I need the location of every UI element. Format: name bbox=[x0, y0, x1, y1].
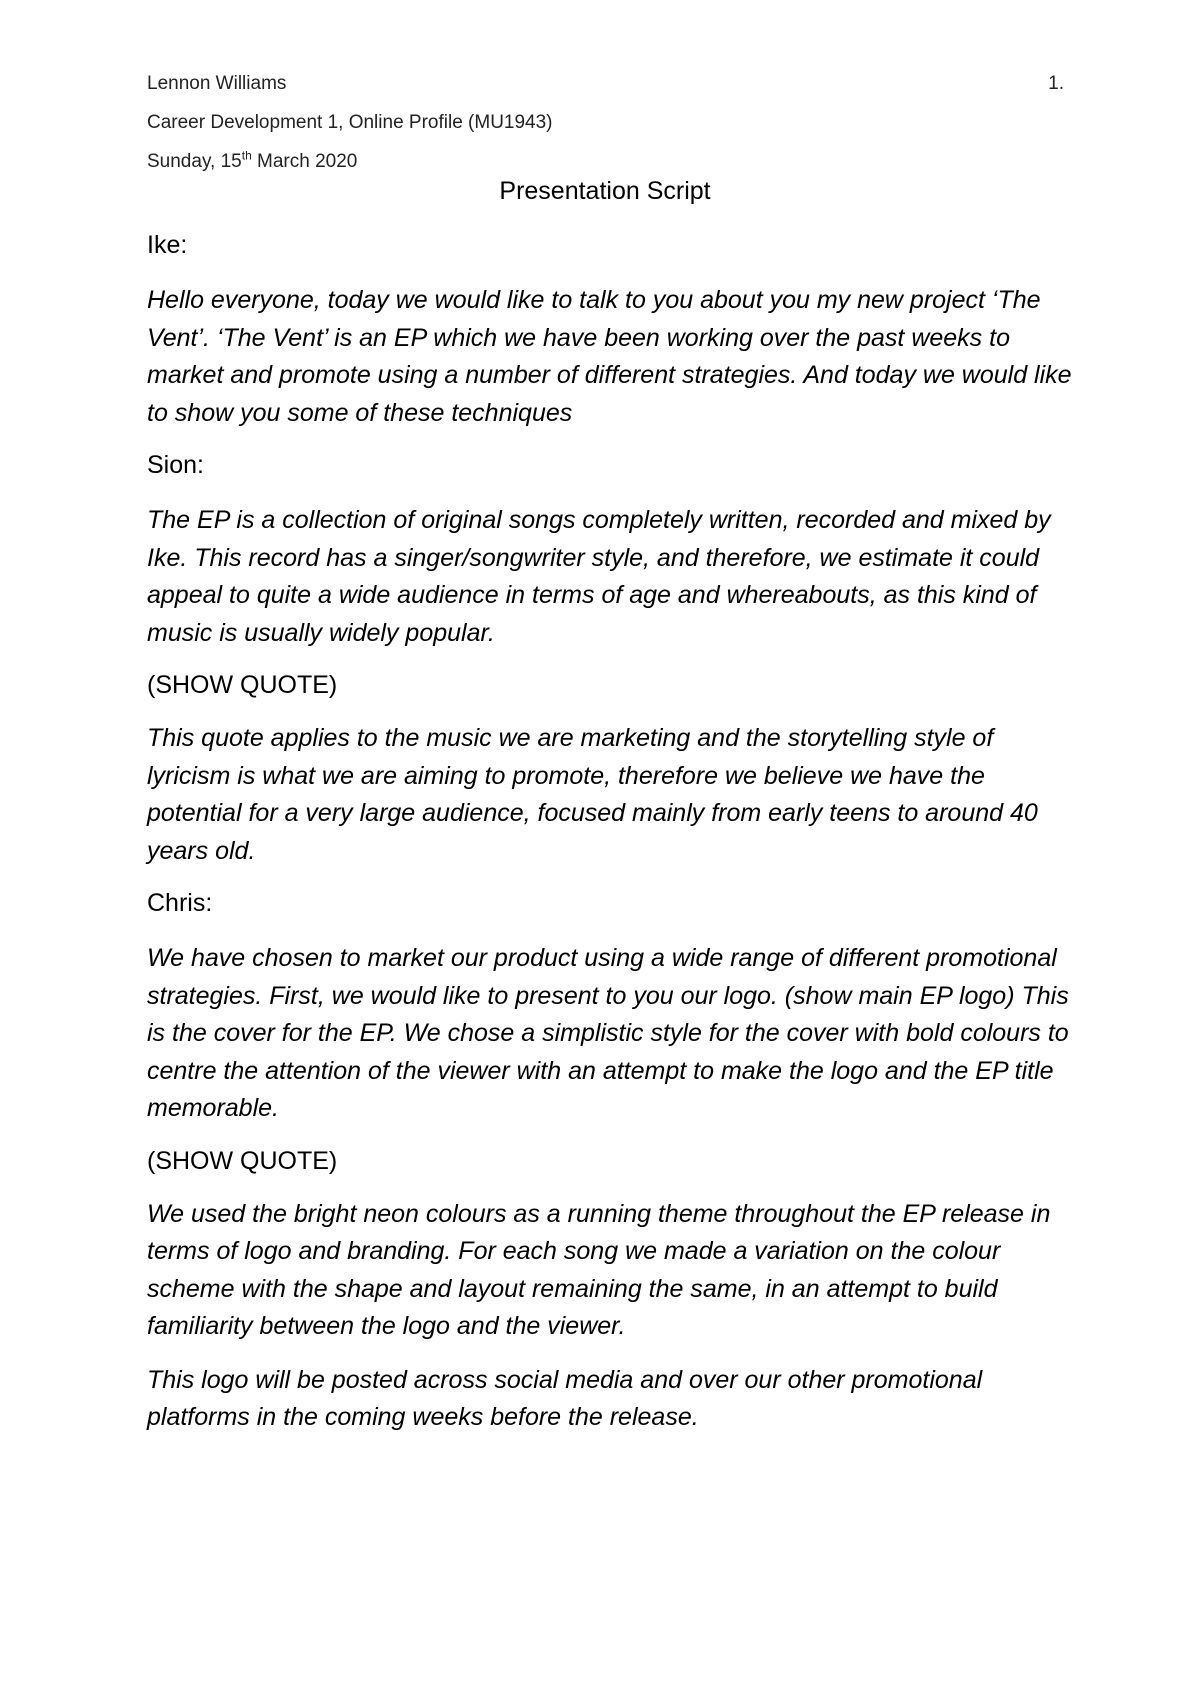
script-paragraph: We have chosen to market our product using a wide range of different promotional strategies. First, we would like to present to you our logo. (show main EP logo) This is the cover for the EP. We chose a simplistic style for the cover with bold colours to centre the attention of the viewer with an attempt to make the logo and the EP title memorable. bbox=[147, 944, 1069, 1122]
course-line: Career Development 1, Online Profile (MU1943) bbox=[147, 112, 553, 133]
script-paragraph: This logo will be posted across social media and over our other promotional platforms in the coming weeks before the release. bbox=[147, 1365, 983, 1431]
author-name: Lennon Williams bbox=[147, 73, 287, 94]
date-rest: March 2020 bbox=[251, 151, 358, 172]
script-body bbox=[147, 228, 1072, 1453]
date-line bbox=[147, 150, 357, 174]
script-paragraph: Hello everyone, today we would like to talk to you about you my new project ‘The Vent’. ‘The Vent’ is an EP which we have been working over the past weeks to market and promote using a number of different strategies. And today we would like to show you some of these techniques bbox=[147, 286, 1072, 427]
stage-cue: (SHOW QUOTE) bbox=[147, 1146, 338, 1175]
stage-cue: (SHOW QUOTE) bbox=[147, 671, 338, 699]
speaker-label: Chris: bbox=[147, 889, 213, 917]
document-title: Presentation Script bbox=[499, 177, 711, 205]
speaker-label: Ike: bbox=[147, 231, 188, 259]
script-paragraph: The EP is a collection of original songs completely written, recorded and mixed by Ike. This record has a singer/songwriter style, and therefore, we estimate it could appeal to quite a wide audience in terms of age and whereabouts, as this kind of music is usually widely popular. bbox=[147, 506, 1051, 647]
date-ordinal: th bbox=[241, 148, 252, 163]
script-paragraph: This quote applies to the music we are marketing and the storytelling style of lyricism is what we are aiming to promote, therefore we believe we have the potential for a very large audience, focused mainly from early teens to around 40 years old. bbox=[147, 724, 1038, 865]
script-paragraph: We used the bright neon colours as a running theme throughout the EP release in terms of logo and branding. For each song we made a variation on the colour scheme with the shape and layout remaining the same, in an attempt to build familiarity between the logo and the viewer. bbox=[147, 1199, 1051, 1340]
page-number: 1. bbox=[1048, 73, 1064, 94]
speaker-label: Sion: bbox=[147, 451, 204, 479]
date-prefix: Sunday, 15 bbox=[147, 151, 242, 172]
